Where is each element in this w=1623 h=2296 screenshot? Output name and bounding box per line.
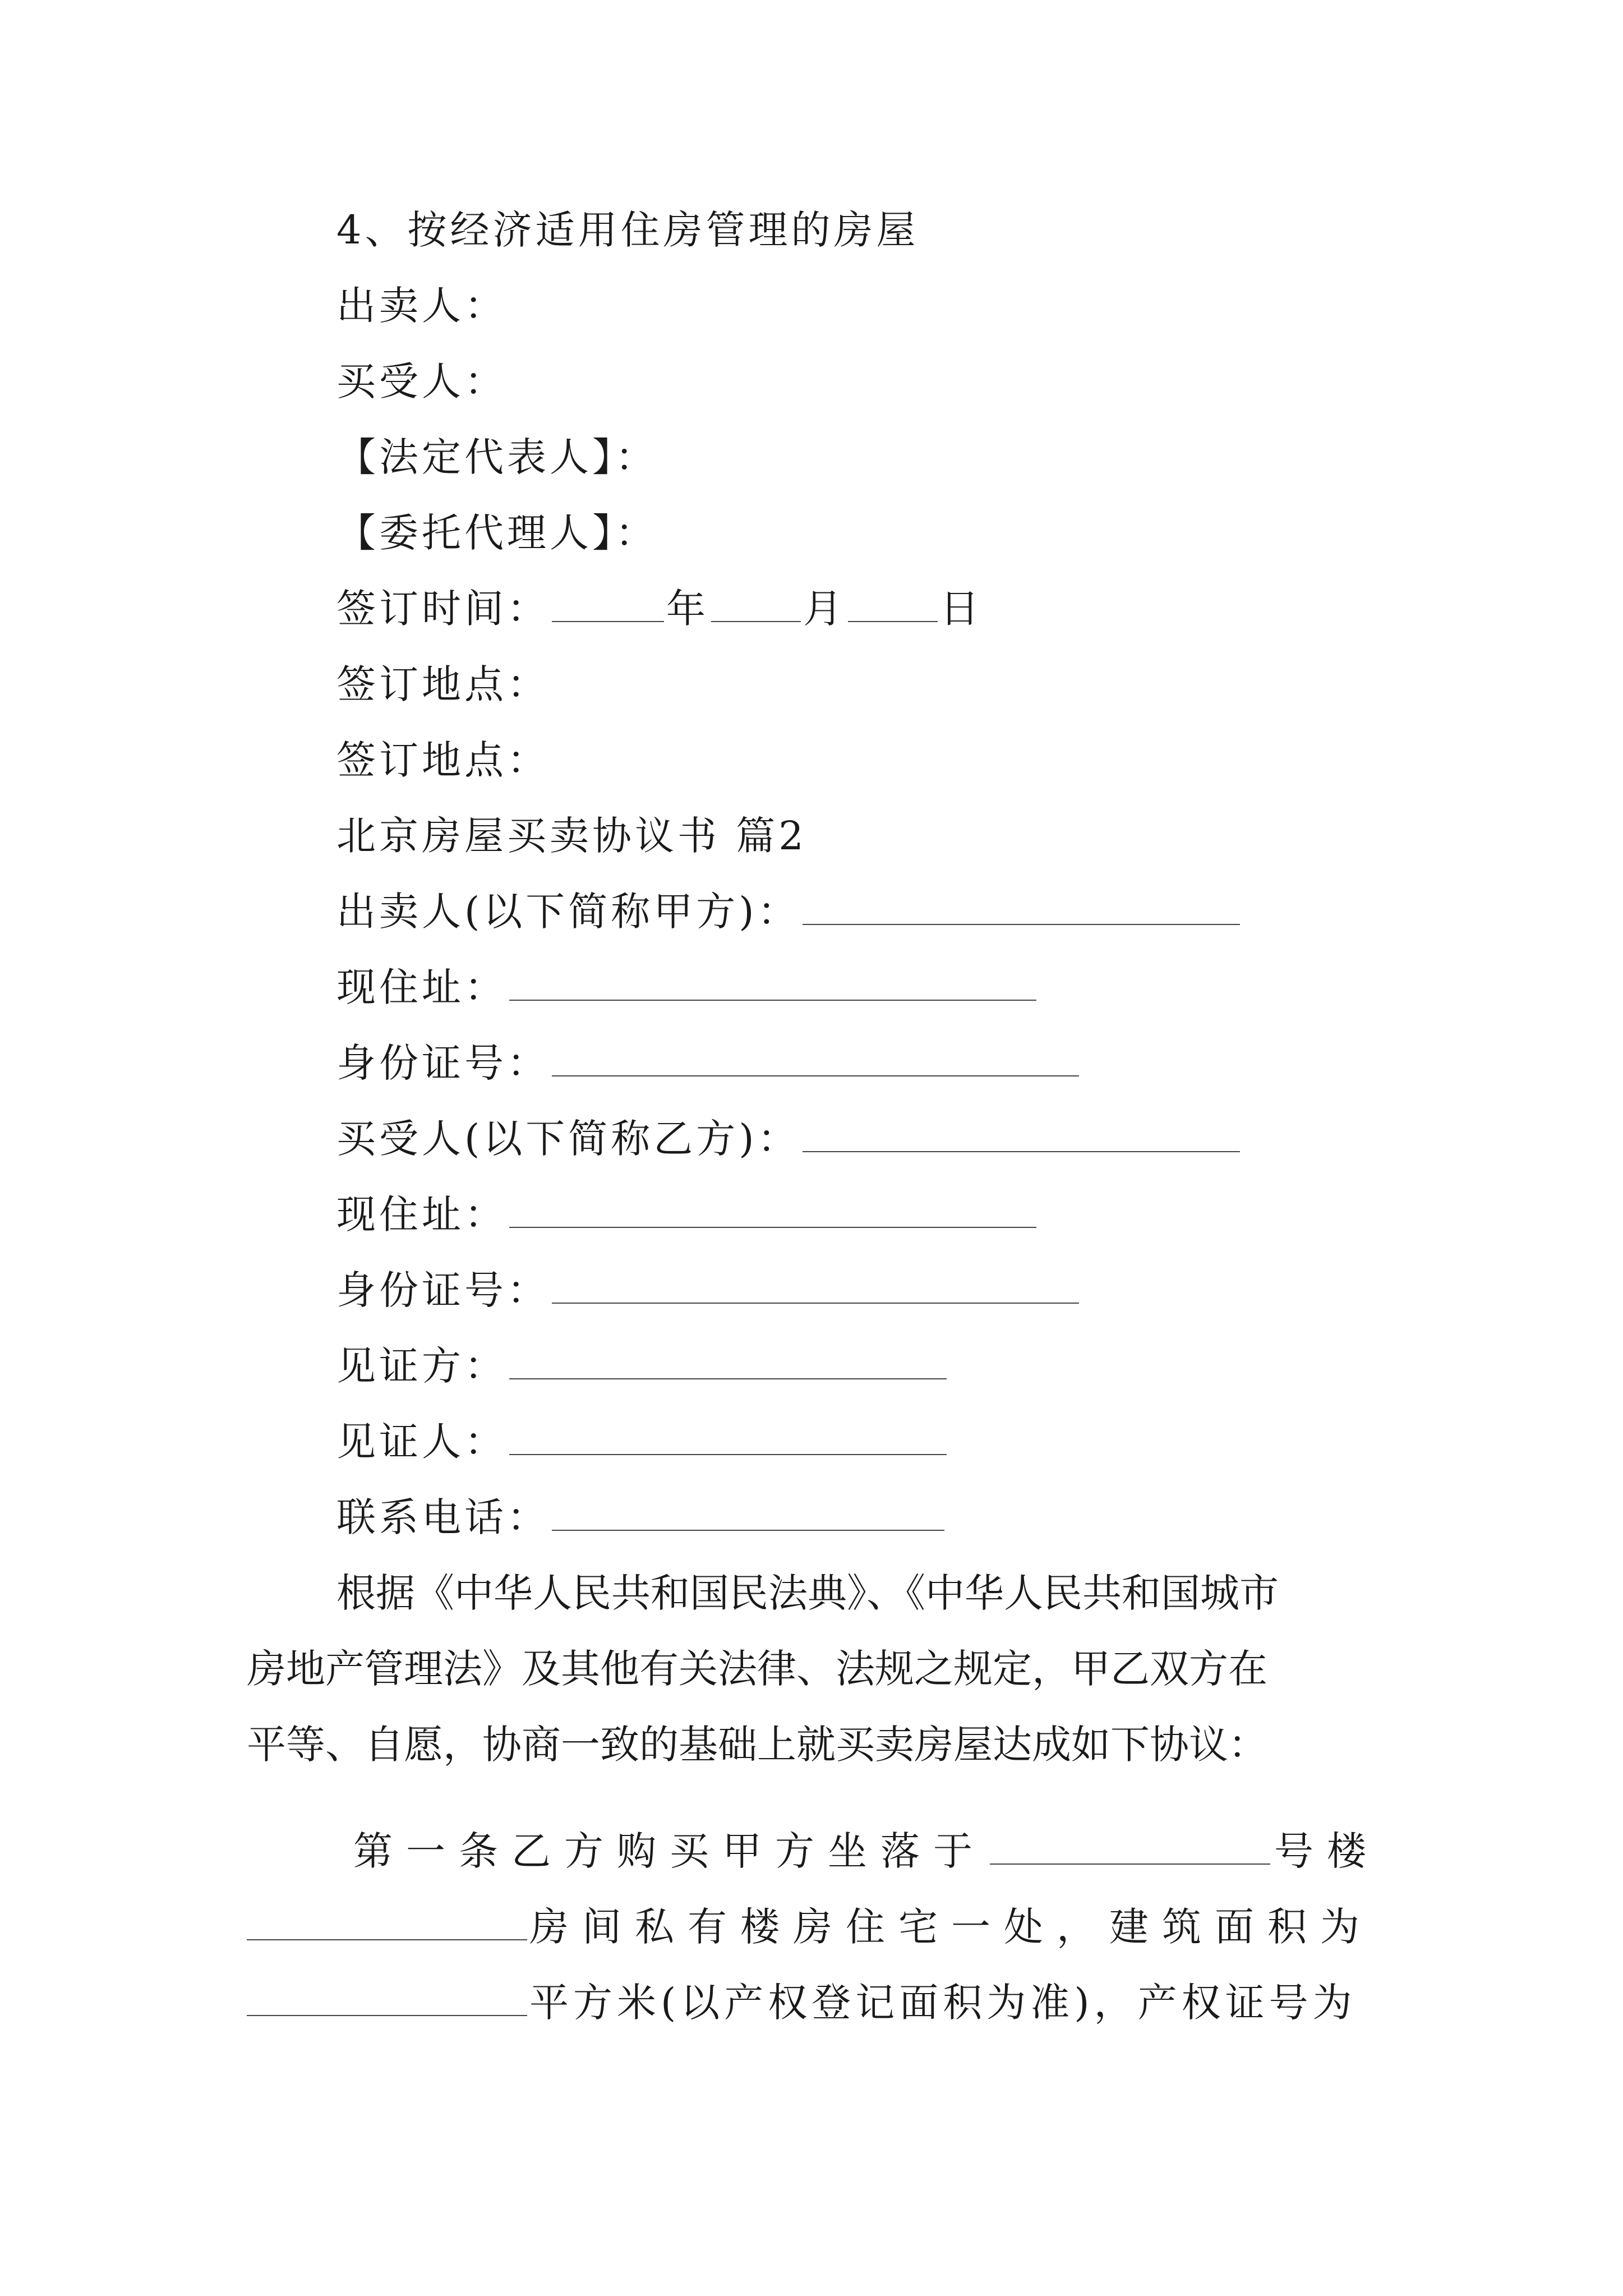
id-a-blank[interactable] <box>552 1042 1079 1076</box>
seller-a-blank[interactable] <box>803 890 1240 925</box>
witness-party-label: 见证方： <box>336 1343 507 1389</box>
article-1-text-b: 号楼 <box>1274 1828 1380 1874</box>
address-b-line <box>336 1184 1039 1245</box>
basis-paragraph-line-2: 房地产管理法》及其他有关法律、法规之规定，甲乙双方在 <box>247 1646 1267 1692</box>
phone-line <box>336 1487 947 1548</box>
witness-person-label: 见证人： <box>336 1419 507 1465</box>
item-4-line: 4、按经济适用住房管理的房屋 <box>336 207 919 253</box>
witness-person-line <box>336 1411 949 1473</box>
address-a-label: 现住址： <box>336 964 507 1010</box>
id-b-line <box>336 1259 1081 1321</box>
id-b-blank[interactable] <box>552 1269 1079 1304</box>
buyer-label: 买受人： <box>336 358 507 404</box>
sign-place-label-2: 签订地点： <box>336 737 550 783</box>
witness-party-line <box>336 1335 949 1397</box>
legal-rep-label: 【法定代表人】： <box>336 434 658 480</box>
day-blank[interactable] <box>848 587 938 622</box>
seller-label: 出卖人： <box>336 283 507 329</box>
id-a-line <box>336 1032 1081 1094</box>
address-a-blank[interactable] <box>509 966 1036 1001</box>
buyer-b-blank[interactable] <box>803 1117 1240 1152</box>
address-b-label: 现住址： <box>336 1191 507 1237</box>
room-blank[interactable] <box>247 1906 527 1940</box>
witness-person-blank[interactable] <box>509 1420 947 1455</box>
sign-time-line <box>336 578 983 639</box>
address-b-blank[interactable] <box>509 1193 1036 1228</box>
agent-label: 【委托代理人】： <box>336 510 658 556</box>
month-text: 月 <box>803 586 846 632</box>
article-1-text-d: 平方米(以产权登记面积为准)，产权证号为 <box>529 1980 1357 2026</box>
section-title: 北京房屋买卖协议书 篇2 <box>336 813 807 859</box>
basis-paragraph-line-1: 根据《中华人民共和国民法典》、《中华人民共和国城市 <box>336 1570 1279 1616</box>
phone-label: 联系电话： <box>336 1494 550 1540</box>
id-b-label: 身份证号： <box>336 1267 550 1313</box>
area-blank[interactable] <box>247 1981 527 2016</box>
article-1-line-3 <box>247 1972 1380 2033</box>
article-1-line-1 <box>353 1820 1380 1882</box>
year-text: 年 <box>666 586 709 632</box>
phone-blank[interactable] <box>552 1496 944 1531</box>
day-text: 日 <box>940 586 983 632</box>
seller-a-line <box>336 881 1242 942</box>
basis-paragraph-line-3: 平等、自愿，协商一致的基础上就买卖房屋达成如下协议： <box>247 1722 1267 1768</box>
month-blank[interactable] <box>711 587 801 622</box>
article-1-text-c: 房间私有楼房住宅一处，建筑面积为 <box>529 1904 1373 1950</box>
witness-party-blank[interactable] <box>509 1345 947 1379</box>
address-a-line <box>336 956 1039 1018</box>
buyer-b-line <box>336 1108 1242 1170</box>
buyer-b-label: 买受人(以下简称乙方)： <box>336 1116 800 1162</box>
seller-a-label: 出卖人(以下简称甲方)： <box>336 889 800 935</box>
id-a-label: 身份证号： <box>336 1040 550 1086</box>
sign-time-label: 签订时间： <box>336 586 550 632</box>
article-1-text-a: 第一条乙方购买甲方坐落于 <box>353 1828 986 1874</box>
year-blank[interactable] <box>552 587 664 622</box>
location-blank[interactable] <box>990 1830 1270 1865</box>
article-1-line-2 <box>247 1896 1380 1958</box>
sign-place-label-1: 签订地点： <box>336 661 550 707</box>
